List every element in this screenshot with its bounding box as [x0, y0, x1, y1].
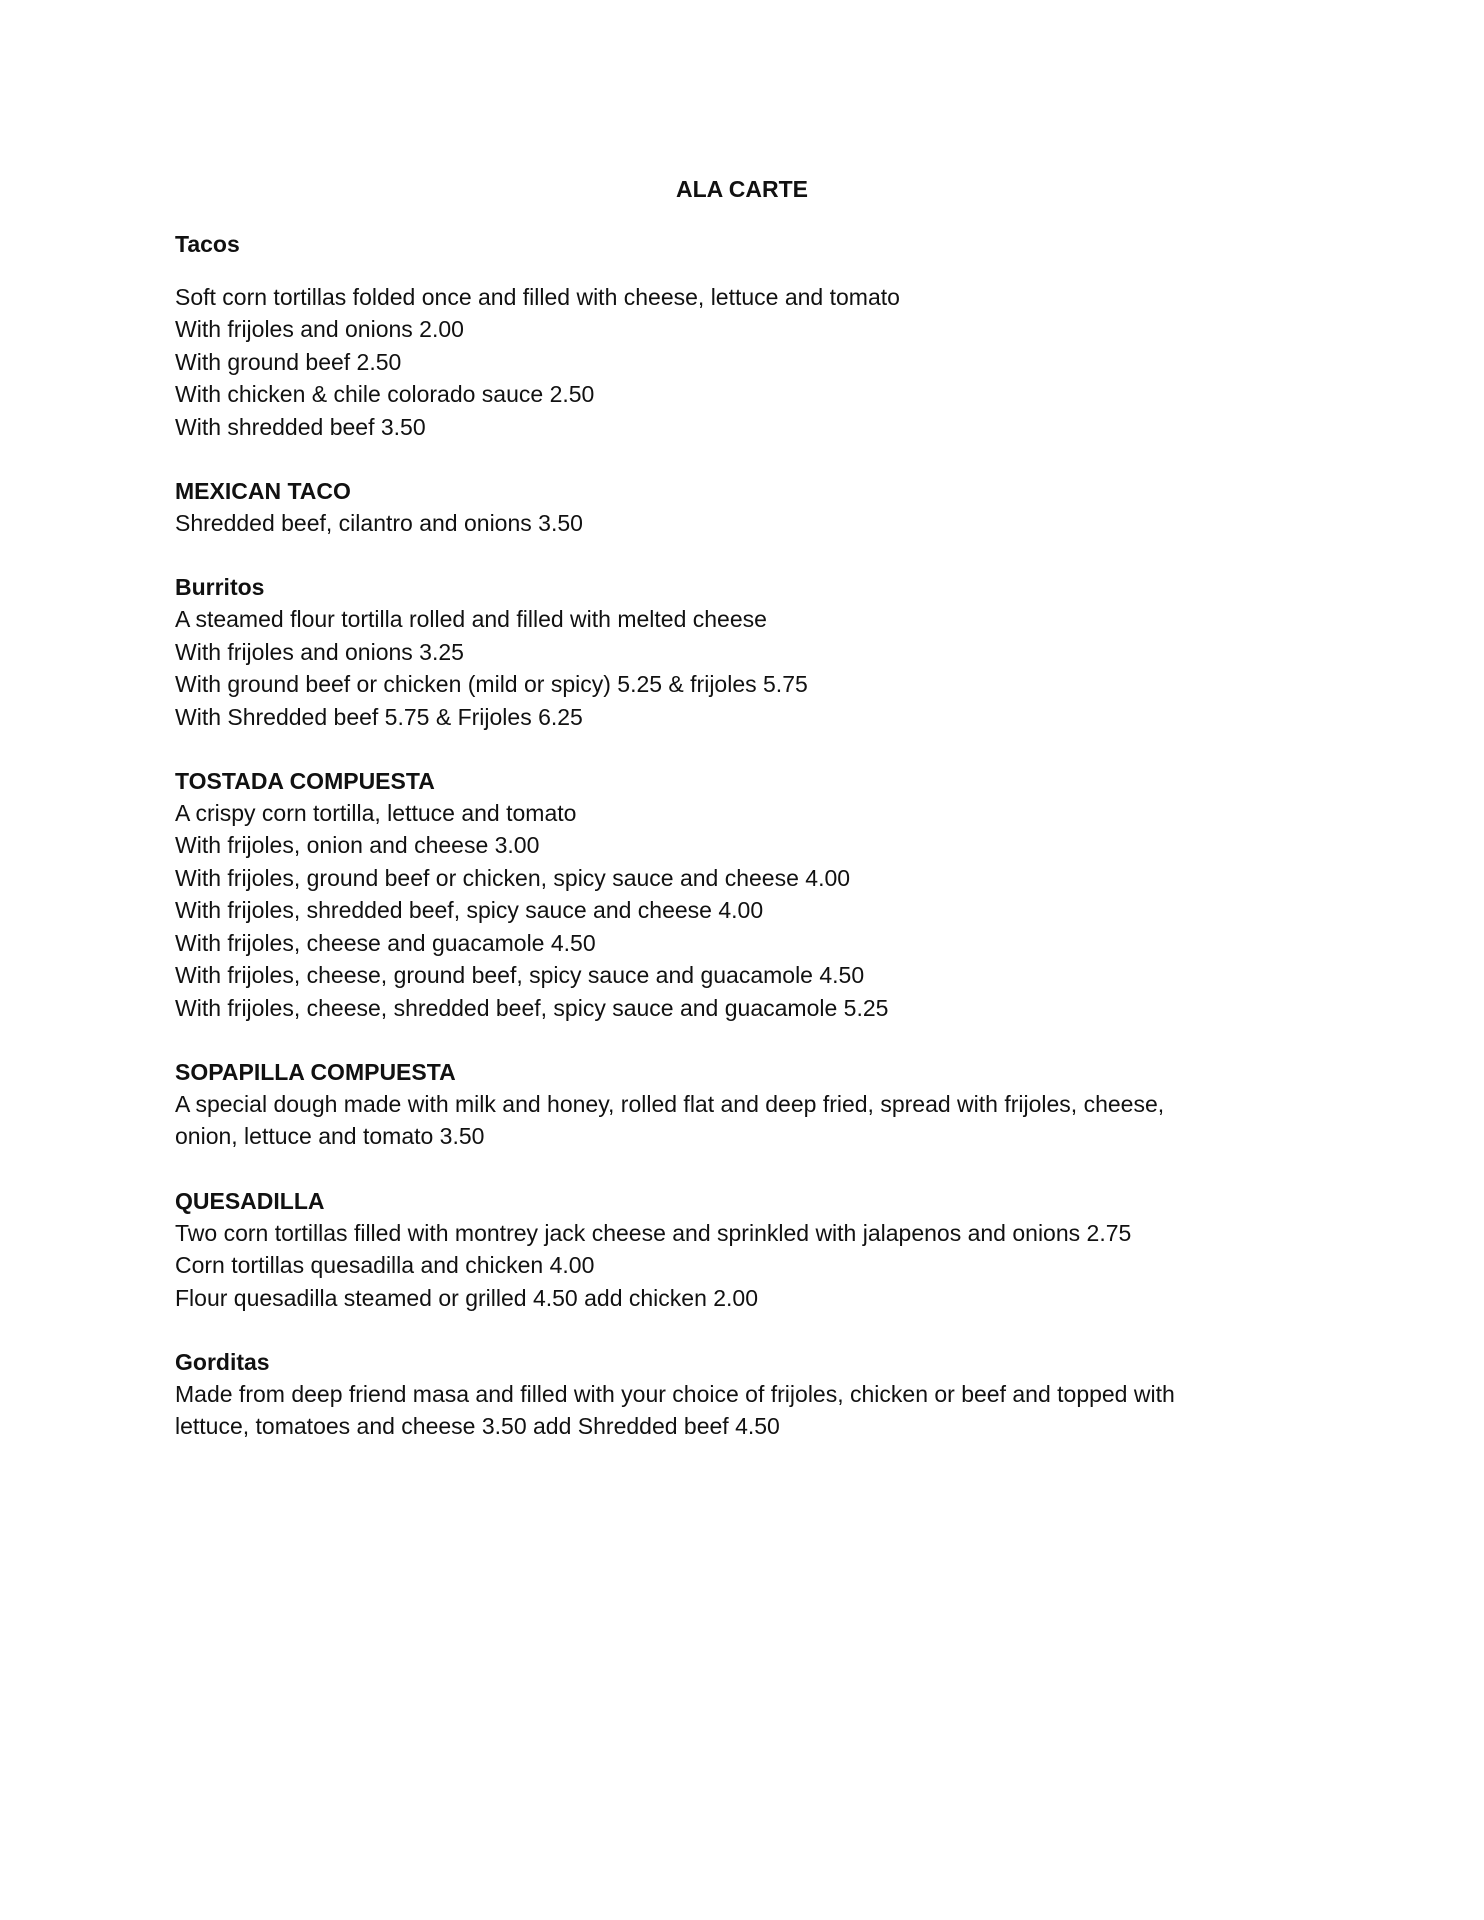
section-gorditas — [175, 1346, 1315, 1443]
section-heading-mexican-taco: MEXICAN TACO — [175, 478, 351, 505]
menu-line: Soft corn tortillas folded once and filled with cheese, lettuce and tomato — [175, 284, 900, 310]
section-heading-tostada-compuesta: TOSTADA COMPUESTA — [175, 768, 435, 795]
section-tostada-compuesta — [175, 765, 1315, 1024]
section-mexican-taco — [175, 475, 1315, 539]
menu-line: lettuce, tomatoes and cheese 3.50 add Shredded beef 4.50 — [175, 1413, 780, 1440]
section-tacos — [175, 228, 1315, 443]
menu-line: With Shredded beef 5.75 & Frijoles 6.25 — [175, 703, 583, 730]
section-heading-tacos: Tacos — [175, 231, 240, 257]
menu-line: With frijoles, cheese, ground beef, spicy sauce and guacamole 4.50 — [175, 962, 865, 989]
menu-line: Corn tortillas quesadilla and chicken 4.00 — [175, 1252, 595, 1279]
section-heading-gorditas: Gorditas — [175, 1348, 270, 1375]
section-heading-sopapilla-compuesta: SOPAPILLA COMPUESTA — [175, 1058, 456, 1085]
menu-line: Made from deep friend masa and filled with your choice of frijoles, chicken or beef and topped with — [175, 1380, 1175, 1407]
menu-line: With frijoles, cheese and guacamole 4.50 — [175, 929, 596, 956]
section-heading-burritos: Burritos — [175, 574, 265, 601]
menu-line: With ground beef 2.50 — [175, 348, 402, 375]
menu-line: With ground beef or chicken (mild or spicy) 5.25 & frijoles 5.75 — [175, 671, 808, 698]
menu-line: With frijoles, ground beef or chicken, spicy sauce and cheese 4.00 — [175, 864, 851, 891]
section-burritos — [175, 571, 1315, 733]
menu-line: With shredded beef 3.50 — [175, 413, 426, 440]
menu-line: With chicken & chile colorado sauce 2.50 — [175, 381, 595, 408]
menu-line: A steamed flour tortilla rolled and filled with melted cheese — [175, 606, 767, 633]
menu-line: With frijoles and onions 3.25 — [175, 638, 464, 665]
menu-line: A crispy corn tortilla, lettuce and tomato — [175, 800, 577, 827]
page-title: ALA CARTE — [675, 176, 809, 202]
menu-line: Two corn tortillas filled with montrey jack cheese and sprinkled with jalapenos and onions 2.75 — [175, 1219, 1132, 1246]
menu-line: With frijoles, shredded beef, spicy sauce and cheese 4.00 — [175, 897, 764, 924]
menu-line: A special dough made with milk and honey, rolled flat and deep fried, spread with frijoles, cheese, — [175, 1090, 1165, 1117]
menu-line: With frijoles and onions 2.00 — [175, 316, 464, 343]
section-sopapilla-compuesta — [175, 1056, 1315, 1153]
menu-line: Flour quesadilla steamed or grilled 4.50 add chicken 2.00 — [175, 1284, 759, 1311]
menu-line: With frijoles, onion and cheese 3.00 — [175, 832, 540, 859]
menu-line: Shredded beef, cilantro and onions 3.50 — [175, 510, 583, 537]
section-quesadilla — [175, 1185, 1315, 1314]
section-heading-quesadilla: QUESADILLA — [175, 1187, 325, 1214]
menu-page — [175, 173, 1315, 1475]
menu-line: onion, lettuce and tomato 3.50 — [175, 1123, 485, 1150]
menu-line: With frijoles, cheese, shredded beef, spicy sauce and guacamole 5.25 — [175, 994, 889, 1021]
